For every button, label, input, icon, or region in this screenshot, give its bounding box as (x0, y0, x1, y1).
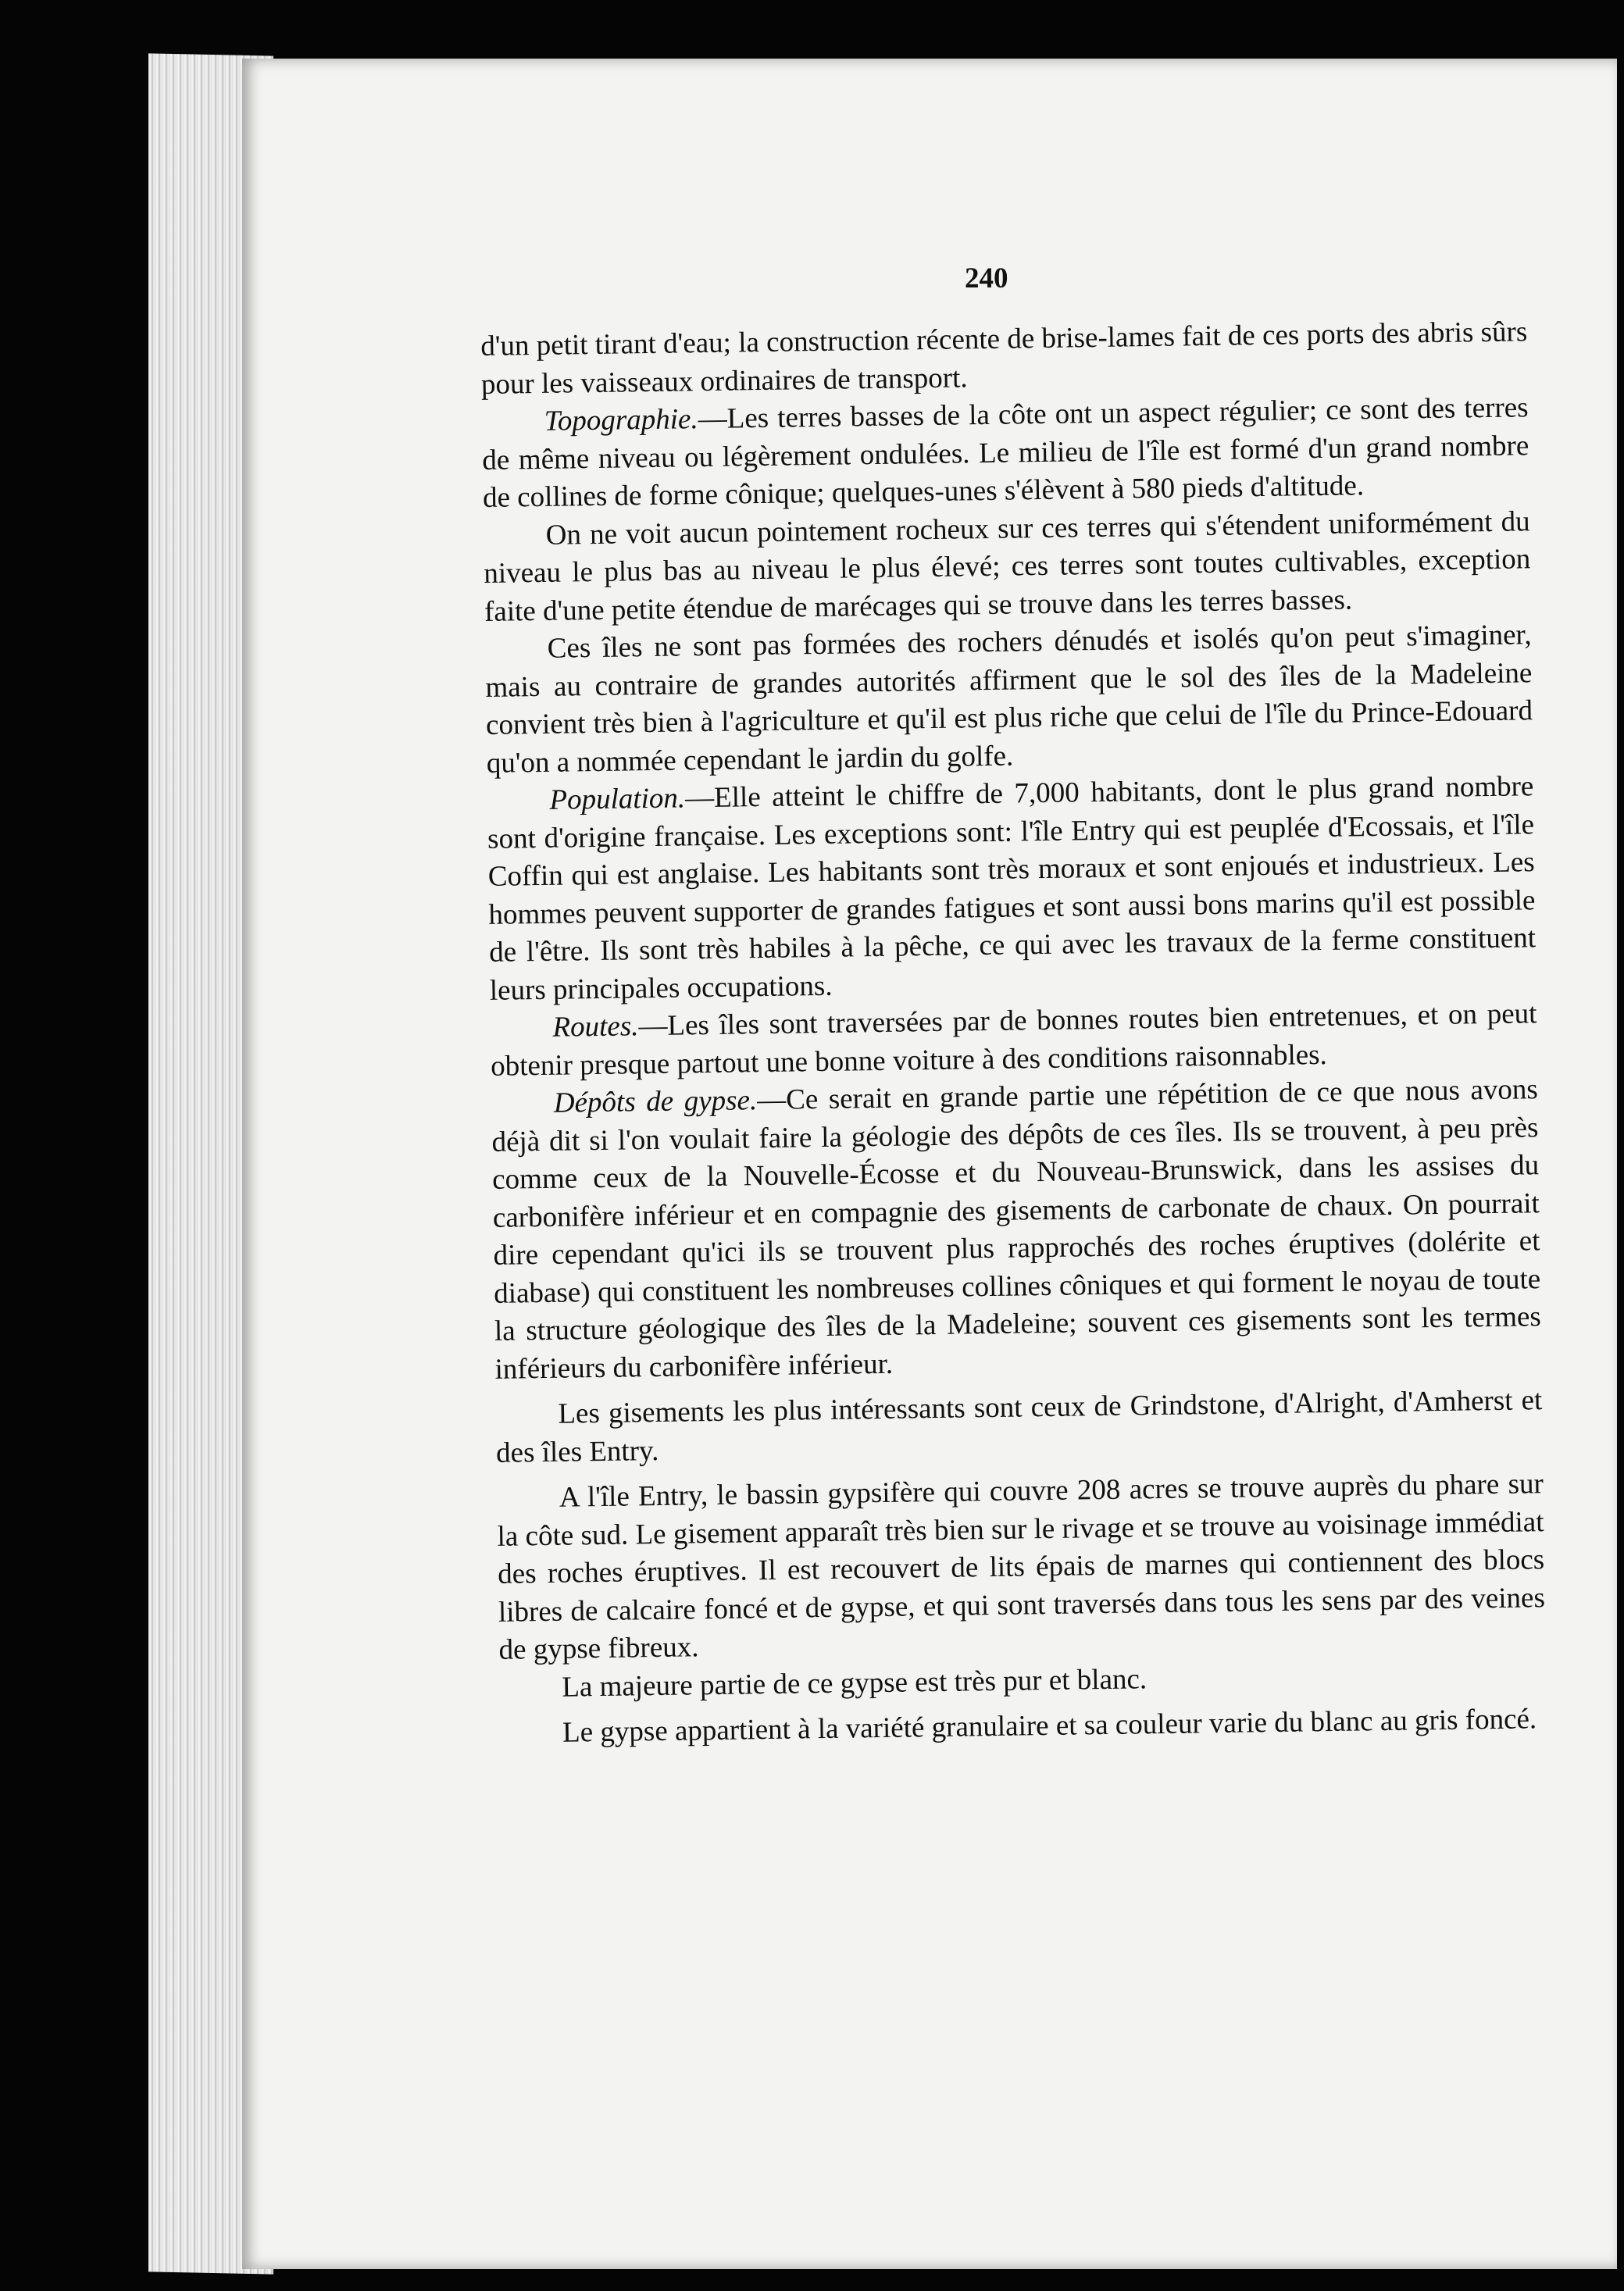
body-text (480, 313, 1547, 1753)
paragraph (487, 768, 1537, 1010)
section-heading: Routes. (552, 1010, 639, 1044)
paragraph-text: —Ce serait en grande partie une répétition de ce que nous avons déjà dit si l'on voulait faire la géologie des dépôts de ces îles. Ils se trouvent, à peu près comme ceux de la Nouvelle-Écosse et du Nouveau-Brunswick, dans les assises du carbonifère inférieur et en compagnie des gisements de carbonate de chaux. On pourrait dire cependant qu'ici ils se trouvent plus rapprochés des roches éruptives (dolérite et diabase) qui constituent les nombreuses collines côniques et qui forment le noyau de toute la structure géologique des îles de la Madeleine; souvent ces gisements sont les termes inférieurs du carbonifère inférieur. (491, 1073, 1542, 1386)
section-heading: Topographie. (544, 403, 698, 437)
paragraph-text: Les gisements les plus intéressants sont ceux de Grindstone, d'Alright, d'Amherst et des îles Entry. (495, 1384, 1543, 1469)
paragraph-text: Le gypse appartient à la variété granulaire et sa couleur varie du blanc au gris foncé. (562, 1703, 1537, 1749)
paragraph-text: A l'île Entry, le bassin gypsifère qui couvre 208 acres se trouve auprès du phare sur la côte sud. Le gisement apparaît très bien sur le rivage et se trouve au voisinage immédiat des roches éruptives. Il est recouvert de lits épais de marnes qui contiennent des blocs libres de calcaire foncé et de gypse, et qui sont traversés dans tous les sens par des veines de gypse fibreux. (497, 1468, 1546, 1666)
paragraph (491, 1071, 1542, 1389)
paragraph (484, 616, 1533, 783)
section-heading: Population. (549, 782, 686, 816)
paragraph-text: —Elle atteint le chiffre de 7,000 habitants, dont le plus grand nombre sont d'origine française. Les exceptions sont: l'île Entry qui est peuplée d'Ecossais, et l'île Coffin qui est anglaise. Les habitants sont très moraux et sont enjoués et industrieux. Les hommes peuvent supporter de grandes fatigues et sont aussi bons marins qu'il est possible de l'être. Ils sont très habiles à la pêche, ce qui avec les travaux de la ferme constituent leurs principales occupations. (487, 770, 1537, 1007)
paragraph (480, 313, 1528, 404)
paragraph (481, 389, 1529, 517)
paragraph-text: —Les terres basses de la côte ont un aspect régulier; ce sont des terres de même niveau ou légèrement ondulées. Le milieu de l'île est formé d'un grand nombre de collines de forme cônique; quelques-unes s'élèvent à 580 pieds d'altitude. (482, 391, 1529, 514)
paragraph (483, 503, 1531, 631)
paragraph-text: Ces îles ne sont pas formées des rochers dénudés et isolés qu'on peut s'imaginer, mais au contraire de grandes autorités affirment que le sol des îles de la Madeleine convient très bien à l'agriculture et qu'il est plus riche que celui de l'île du Prince-Edouard qu'on a nommée cependant le jardin du golfe. (485, 619, 1533, 780)
paragraph (495, 1382, 1543, 1472)
paragraph-text: On ne voit aucun pointement rocheux sur ces terres qui s'étendent uniformément du niveau le plus bas au niveau le plus élevé; ces terres sont toutes cultivables, exception faite d'une petite étendue de marécages qui se trouve dans les terres basses. (484, 505, 1531, 628)
page-number: 240 (965, 262, 1008, 294)
paragraph (490, 995, 1537, 1086)
paragraph-text: d'un petit tirant d'eau; la construction récente de brise-lames fait de ces ports des abris sûrs pour les vaisseaux ordinaires de transport. (480, 316, 1528, 401)
section-heading: Dépôts de gypse. (553, 1084, 758, 1119)
paragraph-text: —Les îles sont traversées par de bonnes routes bien entretenues, et on peut obtenir presque partout une bonne voiture à des conditions raisonnables. (490, 997, 1537, 1083)
paragraph (497, 1465, 1546, 1669)
paragraph-text: La majeure partie de ce gypse est très pur et blanc. (562, 1662, 1148, 1704)
